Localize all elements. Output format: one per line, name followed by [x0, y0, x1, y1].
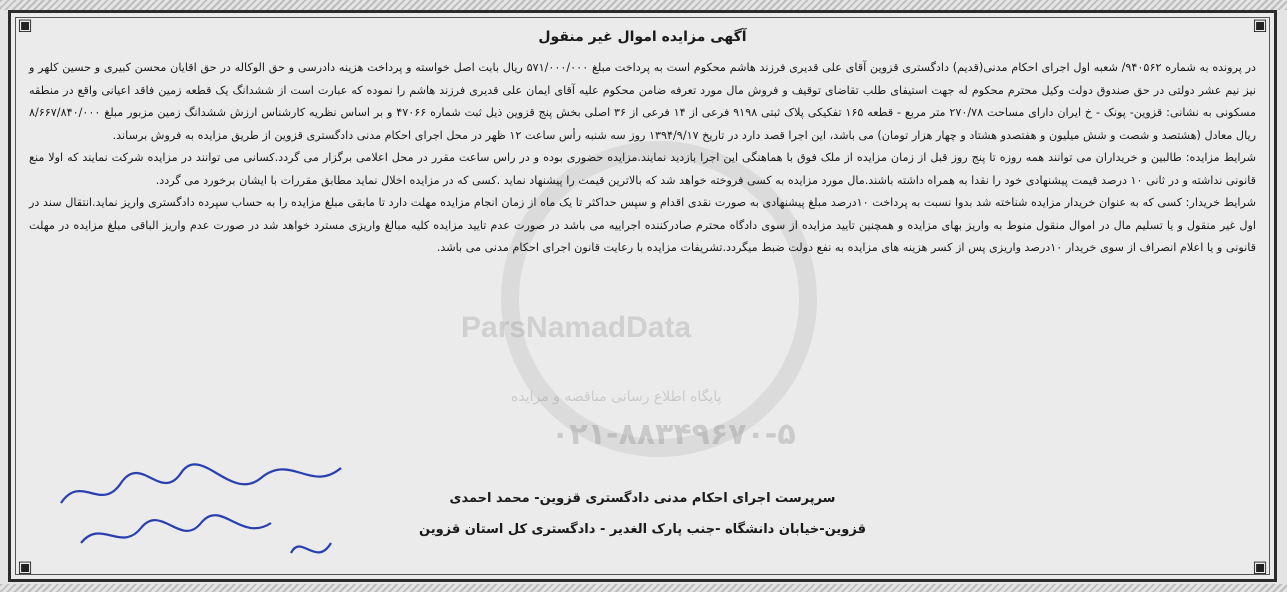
address-line: قزوین-خیابان دانشگاه -جنب پارک الغدیر - دادگستری کل استان قزوین — [419, 522, 866, 537]
corner-ornament-icon: ▣ — [17, 15, 33, 34]
corner-ornament-icon: ▣ — [1252, 15, 1268, 34]
top-texture-band — [0, 0, 1287, 10]
signature-line: سرپرست اجرای احکام مدنی دادگستری قزوین- محمد احمدی — [449, 491, 836, 506]
notice-body — [29, 57, 1256, 260]
handwriting-stroke-3 — [291, 543, 331, 553]
watermark-tagline: پایگاه اطلاع رسانی مناقصه و مزایده — [511, 389, 722, 405]
notice-frame — [8, 10, 1277, 582]
handwritten-note — [41, 443, 361, 583]
handwriting-stroke-2 — [81, 515, 271, 543]
watermark-phone: ۰۲۱-۸۸۳۴۹۶۷۰-۵ — [551, 417, 796, 452]
handwriting-stroke-1 — [61, 464, 341, 503]
corner-ornament-icon: ▣ — [1252, 557, 1268, 576]
corner-ornament-icon: ▣ — [17, 557, 33, 576]
notice-title: آگهی مزایده اموال غیر منقول — [538, 29, 747, 45]
notice-paragraph-buyer-terms: شرایط خریدار: کسی که به عنوان خریدار مزایده شناخته شد بدوا نسبت به پرداخت ۱۰درصد مبلغ پیشنهادی به صورت نقدی اقدام و سپس حداکثر تا یک ماه از زمان انجام مزایده مهلت دارد تا مابقی مبلغ مزایده را به حساب سپرده دادگستری واریز نماید.انتقال سند در اول غیر منقول و یا تسلیم مال در اموال منقول منوط به واریز بهای مزایده و همچنین تایید مزایده از سوی دادگاه محترم صادرکننده اجراییه می باشد در صورت عدم تایید مزایده کلیه مبالغ واریزی مسترد خواهد شد در صورت عدم واریز الباقی مبلغ مزایده در مهلت قانونی و یا اعلام انصراف از سوی خریدار ۱۰درصد واریزی پس از کسر هزینه های مزایده به نفع دولت ضبط میگردد.تشریفات مزایده با رعایت قانون اجرای احکام مدنی می باشد. — [29, 196, 1257, 254]
bottom-texture-band — [0, 584, 1287, 592]
notice-paragraph-case: در پرونده به شماره ۹۴۰۵۶۲/ شعبه اول اجرای احکام مدنی(قدیم) دادگستری قزوین آقای علی قدیری فرزند هاشم محکوم است به پرداخت مبلغ ۵۷۱/۰۰۰/۰۰۰ ریال بابت اصل خواسته و پرداخت هزینه دادرسی و حق الوکاله در حق اقایان محسن کبیری و حسین کلهر و نیز نیم عشر دولتی در حق صندوق دولت وکیل محترم محکوم له جهت استیفای طلب تقاضای توقیف و فروش مال مورد تعرفه ضامن محکوم علیه آقای ایمان علی قدیری فرزند هاشم را نموده که عبارت است از ششدانگ یک قطعه زمین فاقد اعیانی واقع در منطقه مسکونی به نشانی: قزوین- پونک - خ ایران دارای مساحت ۲۷۰/۷۸ متر مربع - قطعه ۱۶۵ تفکیکی پلاک ثبتی ۹۱۹۸ فرعی از ۱۴ فرعی از ۳۶ اصلی بخش پنج قزوین ذیل ثبت شماره ۴۷۰۶۶ و بر اساس نظریه کارشناس ارزش ششدانگ زمین مزبور مبلغ ۸/۶۶۷/۸۴۰/۰۰۰ ریال معادل (هشتصد و شصت و شش میلیون و هفتصدو هشتاد و چهار هزار تومان) می باشد، این اجرا قصد دارد در تاریخ ۱۳۹۴/۹/۱۷ روز سه شنبه رأس ساعت ۱۲ ظهر در محل اجرای احکام مدنی دادگستری قزوین از طریق مزایده به فروش برساند. — [29, 61, 1256, 142]
notice-paragraph-auction-terms: شرایط مزایده: طالبین و خریداران می توانند همه روزه تا پنج روز قبل از زمان مزایده از ملک فوق با هماهنگی این اجرا بازدید نمایند.مزایده حضوری بوده و در راس ساعت مقرر در محل اعلامی برگزار می گردد.کسانی می توانند در مزایده شرکت نمایند که اولا منع قانونی نداشته و در ثانی ۱۰ درصد قیمت پیشنهادی خود را نقدا به همراه داشته باشند.مال مورد مزایده به کسی فروخته خواهد شد که بالاترین قیمت را پیشنهاد نماید .کسی که در مزایده اخلال نماید مطابق مقررات با ایشان برخورد می گردد. — [29, 151, 1256, 187]
watermark-brand: ParsNamadData — [461, 311, 692, 344]
